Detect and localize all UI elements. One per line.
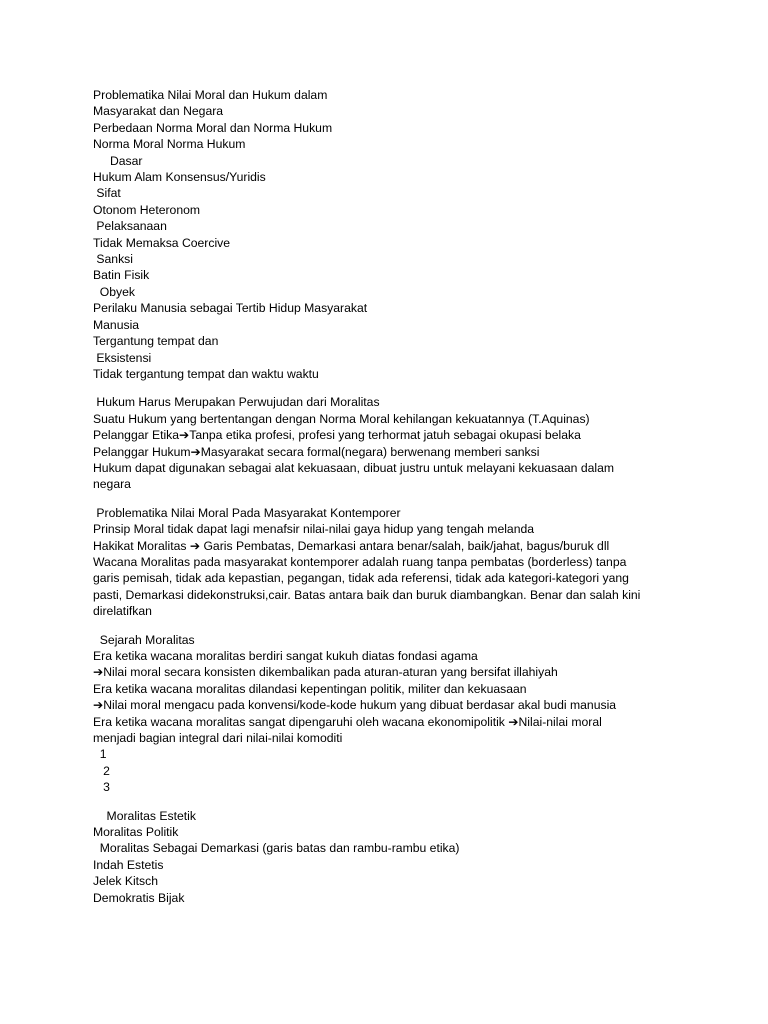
text-line: ➔Nilai moral mengacu pada konvensi/kode-kode hukum yang dibuat berdasar akal budi manusia xyxy=(93,698,617,713)
text-line: Pelanggar Hukum➔Masyarakat secara formal(negara) berwenang memberi sanksi xyxy=(93,444,540,459)
text-line: Problematika Nilai Moral Pada Masyarakat Kontemporer xyxy=(93,505,401,520)
text-line: Hukum dapat digunakan sebagai alat kekuasaan, dibuat justru untuk melayani kekuasaan dalam xyxy=(93,460,615,475)
text-line: Manusia xyxy=(93,317,140,332)
text-line: pasti, Demarkasi didekonstruksi,cair. Batas antara baik dan buruk diambangkan. Benar dan salah kini xyxy=(93,587,641,602)
text-line: menjadi bagian integral dari nilai-nilai komoditi xyxy=(93,731,343,746)
text-line: negara xyxy=(93,477,131,492)
text-line: Sifat xyxy=(93,186,121,201)
text-line: Prinsip Moral tidak dapat lagi menafsir nilai-nilai gaya hidup yang tengah melanda xyxy=(93,522,535,537)
text-line: Pelaksanaan xyxy=(93,219,167,234)
text-line: Problematika Nilai Moral dan Hukum dalam xyxy=(93,88,328,102)
text-line: 3 xyxy=(93,780,110,795)
text-line: Sejarah Moralitas xyxy=(93,632,195,647)
text-line: Obyek xyxy=(93,284,136,299)
text-line: Perilaku Manusia sebagai Tertib Hidup Masyarakat xyxy=(93,301,368,316)
text-line: Wacana Moralitas pada masyarakat kontemporer adalah ruang tanpa pembatas (borderless) tanpa xyxy=(93,554,627,569)
section-kontemporer xyxy=(93,505,693,620)
text-line: Norma Moral Norma Hukum xyxy=(93,137,246,152)
text-line: Masyarakat dan Negara xyxy=(93,104,224,119)
text-line: Hakikat Moralitas ➔ Garis Pembatas, Demarkasi antara benar/salah, baik/jahat, bagus/buruk dll xyxy=(93,538,610,553)
text-line: Indah Estetis xyxy=(93,857,164,872)
text-line: Dasar xyxy=(93,153,143,168)
text-line: Suatu Hukum yang bertentangan dengan Norma Moral kehilangan kekuatannya (T.Aquinas) xyxy=(93,411,590,426)
text-line: Batin Fisik xyxy=(93,268,150,283)
section-hukum-moralitas xyxy=(93,394,693,492)
text-line: Hukum Alam Konsensus/Yuridis xyxy=(93,170,266,185)
text-line: 1 xyxy=(93,747,107,762)
text-line: ➔Nilai moral secara konsisten dikembalikan pada aturan-aturan yang bersifat illahiyah xyxy=(93,665,558,680)
text-line: Era ketika wacana moralitas berdiri sangat kukuh diatas fondasi agama xyxy=(93,649,478,663)
text-line: Sanksi xyxy=(93,252,133,267)
text-line: Tidak tergantung tempat dan waktu waktu xyxy=(93,366,319,381)
text-line: 2 xyxy=(93,763,110,778)
text-line: direlatifkan xyxy=(93,604,152,619)
document-body xyxy=(93,87,693,906)
text-line: Moralitas Estetik xyxy=(93,808,196,823)
text-line: Jelek Kitsch xyxy=(93,874,159,889)
text-line: Tidak Memaksa Coercive xyxy=(93,235,231,250)
text-line: Moralitas Politik xyxy=(93,825,179,840)
text-line: Era ketika wacana moralitas sangat dipengaruhi oleh wacana ekonomipolitik ➔Nilai-nilai moral xyxy=(93,714,602,729)
section-problematika xyxy=(93,87,693,382)
text-line: Moralitas Sebagai Demarkasi (garis batas dan rambu-rambu etika) xyxy=(93,841,460,856)
text-line: garis pemisah, tidak ada kepastian, pegangan, tidak ada referensi, tidak ada kategori-kategori yang xyxy=(93,571,629,586)
text-line: Otonom Heteronom xyxy=(93,202,201,217)
text-line: Tergantung tempat dan xyxy=(93,334,219,349)
text-line: Hukum Harus Merupakan Perwujudan dari Moralitas xyxy=(93,395,380,410)
section-moralitas-estetik xyxy=(93,808,693,906)
text-line: Pelanggar Etika➔Tanpa etika profesi, profesi yang terhormat jatuh sebagai okupasi belaka xyxy=(93,428,581,443)
text-line: Perbedaan Norma Moral dan Norma Hukum xyxy=(93,120,333,135)
text-line: Demokratis Bijak xyxy=(93,890,185,905)
section-sejarah xyxy=(93,632,693,796)
text-line: Eksistensi xyxy=(93,350,152,365)
text-line: Era ketika wacana moralitas dilandasi kepentingan politik, militer dan kekuasaan xyxy=(93,681,527,696)
